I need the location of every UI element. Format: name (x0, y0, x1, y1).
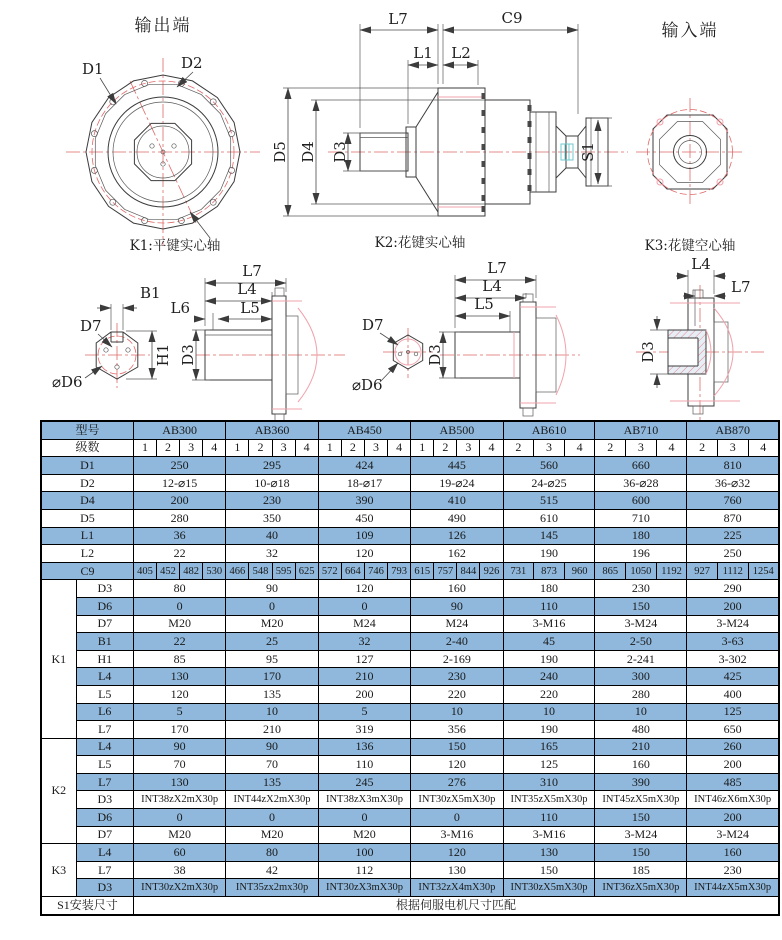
k2-l7-label: L7 (487, 259, 507, 277)
param-label: L7 (76, 721, 133, 739)
param-value: M20 (226, 615, 318, 633)
param-value: 3-M24 (687, 826, 779, 844)
param-value: 664 (341, 562, 364, 580)
param-value: 810 (687, 457, 779, 475)
param-value: 200 (687, 597, 779, 615)
param-value: 356 (411, 721, 503, 739)
param-value: 873 (534, 562, 565, 580)
param-value: 3-M24 (595, 826, 687, 844)
h1-dim-label: H1 (154, 343, 172, 367)
param-value: 290 (687, 580, 779, 598)
stage-number: 2 (595, 439, 626, 457)
stage-number: 1 (411, 439, 434, 457)
param-value: 190 (503, 545, 595, 563)
param-value: 109 (318, 527, 410, 545)
param-value: 240 (503, 668, 595, 686)
param-value: 350 (226, 509, 318, 527)
param-value: 230 (595, 580, 687, 598)
param-value: 3-M24 (595, 615, 687, 633)
param-label: D3 (76, 580, 133, 598)
stage-number: 3 (457, 439, 480, 457)
param-label: L7 (76, 773, 133, 791)
k3-l7-label: L7 (731, 278, 751, 296)
stage-number: 2 (157, 439, 180, 457)
param-value: 245 (318, 773, 410, 791)
param-value: 0 (226, 597, 318, 615)
param-value: 135 (226, 773, 318, 791)
param-value: 220 (503, 685, 595, 703)
param-value: 0 (133, 809, 225, 827)
param-value: INT30zX2mX30p (133, 879, 225, 897)
stage-number: 3 (717, 439, 748, 457)
param-value: 731 (503, 562, 534, 580)
param-label: H1 (76, 650, 133, 668)
param-value: 24-⌀25 (503, 474, 595, 492)
param-value: 625 (295, 562, 318, 580)
param-value: 5 (318, 703, 410, 721)
param-value: M20 (226, 826, 318, 844)
param-value: 170 (133, 721, 225, 739)
param-label: L6 (76, 703, 133, 721)
k3-d3-label: D3 (639, 341, 657, 363)
param-value: 0 (226, 809, 318, 827)
param-value: 125 (687, 703, 779, 721)
param-value: 450 (318, 509, 410, 527)
param-value: 200 (687, 809, 779, 827)
stage-number: 2 (341, 439, 364, 457)
param-value: 490 (411, 509, 503, 527)
param-value: 160 (411, 580, 503, 598)
param-value: 36-⌀32 (687, 474, 779, 492)
param-value: 3-M24 (687, 615, 779, 633)
param-value: 485 (687, 773, 779, 791)
stage-number: 3 (180, 439, 203, 457)
group-label: K3 (41, 844, 76, 897)
param-value: 390 (318, 492, 410, 510)
param-value: M20 (133, 615, 225, 633)
param-value: 150 (595, 809, 687, 827)
param-value: 160 (595, 756, 687, 774)
d4-dim-label: D4 (299, 141, 317, 163)
param-value: 136 (318, 738, 410, 756)
param-value: 530 (203, 562, 226, 580)
k1-l6-label: L6 (170, 299, 190, 317)
param-value: 40 (226, 527, 318, 545)
c9-dim-label: C9 (501, 9, 523, 27)
param-value: INT35zx2mx30p (226, 879, 318, 897)
param-value: 220 (411, 685, 503, 703)
param-value: 38 (133, 861, 225, 879)
param-value: INT44zX2mX30p (226, 791, 318, 809)
param-value: 162 (411, 545, 503, 563)
model-name: AB360 (226, 421, 318, 439)
param-value: 3-M16 (503, 615, 595, 633)
model-name: AB300 (133, 421, 225, 439)
param-value: 0 (133, 597, 225, 615)
param-value: 12-⌀15 (133, 474, 225, 492)
param-value: 70 (226, 756, 318, 774)
param-value: 90 (133, 738, 225, 756)
param-value: 135 (226, 685, 318, 703)
param-value: 3-M16 (503, 826, 595, 844)
param-value: 185 (595, 861, 687, 879)
param-value: 424 (318, 457, 410, 475)
param-value: 127 (318, 650, 410, 668)
stage-number: 3 (364, 439, 387, 457)
param-value: 960 (564, 562, 595, 580)
d3-dim-label: D3 (331, 141, 349, 163)
param-value: 196 (595, 545, 687, 563)
param-value: 200 (687, 756, 779, 774)
model-name: AB610 (503, 421, 595, 439)
k1-l4-label: L4 (237, 280, 257, 298)
param-value: 548 (249, 562, 272, 580)
l1-dim-label: L1 (413, 44, 433, 62)
param-value: 2-241 (595, 650, 687, 668)
param-value: 230 (226, 492, 318, 510)
param-label: D1 (41, 457, 133, 475)
param-value: 295 (226, 457, 318, 475)
param-value: 480 (595, 721, 687, 739)
param-value: 25 (226, 633, 318, 651)
param-value: 2-40 (411, 633, 503, 651)
param-value: 18-⌀17 (318, 474, 410, 492)
param-value: INT44zX5mX30p (687, 879, 779, 897)
param-label: D3 (76, 879, 133, 897)
param-value: 190 (503, 650, 595, 668)
param-value: 660 (595, 457, 687, 475)
model-name: AB710 (595, 421, 687, 439)
b1-dim-label: B1 (140, 284, 161, 302)
param-value: 250 (687, 545, 779, 563)
group-label: K1 (41, 580, 76, 738)
param-value: 180 (503, 580, 595, 598)
param-label: L2 (41, 545, 133, 563)
param-value: 927 (687, 562, 718, 580)
param-value: 110 (503, 597, 595, 615)
param-value: 36 (133, 527, 225, 545)
k1-l7-label: L7 (242, 262, 262, 280)
param-value: 80 (133, 580, 225, 598)
k1-l5-label: L5 (240, 299, 260, 317)
param-value: INT45zX5mX30p (595, 791, 687, 809)
param-value: 844 (457, 562, 480, 580)
model-name: AB500 (411, 421, 503, 439)
stage-header-label: 级数 (41, 439, 133, 457)
param-value: 260 (687, 738, 779, 756)
input-end-title: 输入端 (661, 21, 719, 41)
param-value: 125 (503, 756, 595, 774)
param-value: 22 (133, 633, 225, 651)
param-value: 310 (503, 773, 595, 791)
param-value: INT36zX5mX30p (595, 879, 687, 897)
param-value: 276 (411, 773, 503, 791)
param-value: 3-M16 (411, 826, 503, 844)
param-label: C9 (41, 562, 133, 580)
param-value: 300 (595, 668, 687, 686)
param-value: 757 (434, 562, 457, 580)
param-value: 210 (595, 738, 687, 756)
param-value: INT30zX5mX30p (503, 879, 595, 897)
param-value: 100 (318, 844, 410, 862)
param-value: 926 (480, 562, 503, 580)
param-value: 760 (687, 492, 779, 510)
param-value: 230 (411, 668, 503, 686)
param-value: 80 (226, 844, 318, 862)
param-value: 650 (687, 721, 779, 739)
param-value: 452 (157, 562, 180, 580)
param-value: 150 (595, 597, 687, 615)
param-value: 482 (180, 562, 203, 580)
param-value: 793 (388, 562, 411, 580)
param-value: M24 (318, 615, 410, 633)
param-value: 32 (318, 633, 410, 651)
param-value: 85 (133, 650, 225, 668)
param-value: 3-63 (687, 633, 779, 651)
param-value: 0 (411, 809, 503, 827)
d2-label: D2 (181, 54, 203, 72)
param-value: 425 (687, 668, 779, 686)
group-label: K2 (41, 738, 76, 844)
stage-number: 2 (249, 439, 272, 457)
param-value: 865 (595, 562, 626, 580)
l7-dim-label: L7 (388, 10, 408, 28)
d5-dim-label: D5 (271, 141, 289, 163)
param-value: 5 (133, 703, 225, 721)
param-value: 112 (318, 861, 410, 879)
param-value: M20 (133, 826, 225, 844)
param-label: D5 (41, 509, 133, 527)
param-value: 165 (503, 738, 595, 756)
param-label: D7 (76, 826, 133, 844)
stage-number: 4 (295, 439, 318, 457)
param-label: L4 (76, 668, 133, 686)
param-label: D3 (76, 791, 133, 809)
param-value: 70 (133, 756, 225, 774)
param-value: 319 (318, 721, 410, 739)
param-value: 126 (411, 527, 503, 545)
spec-table-wrap (40, 420, 781, 916)
stage-number: 1 (226, 439, 249, 457)
param-value: 10 (595, 703, 687, 721)
stage-number: 4 (656, 439, 687, 457)
param-value: 120 (411, 756, 503, 774)
param-value: INT30zX3mX30p (318, 879, 410, 897)
param-value: 120 (318, 545, 410, 563)
param-value: 45 (503, 633, 595, 651)
param-value: 515 (503, 492, 595, 510)
param-label: L5 (76, 756, 133, 774)
model-name: AB870 (687, 421, 779, 439)
param-value: 230 (687, 861, 779, 879)
param-label: L7 (76, 861, 133, 879)
param-value: 200 (133, 492, 225, 510)
param-value: INT30zX5mX30p (411, 791, 503, 809)
param-value: 746 (364, 562, 387, 580)
d6-k2-label: ⌀D6 (352, 376, 383, 394)
k2-shaft-detail (352, 259, 580, 416)
param-value: 250 (133, 457, 225, 475)
param-value: 1112 (717, 562, 748, 580)
param-value: 610 (503, 509, 595, 527)
k2-caption: K2:花键实心轴 (374, 235, 466, 251)
stage-number: 2 (503, 439, 534, 457)
param-label: L5 (76, 685, 133, 703)
spec-table (40, 420, 780, 916)
l2-dim-label: L2 (451, 44, 471, 62)
param-value: INT38zX2mX30p (133, 791, 225, 809)
param-value: 1254 (748, 562, 779, 580)
param-value: 10-⌀18 (226, 474, 318, 492)
k1-shaft-detail (52, 262, 345, 420)
stage-number: 1 (318, 439, 341, 457)
param-value: 150 (595, 844, 687, 862)
param-value: 600 (595, 492, 687, 510)
param-value: 615 (411, 562, 434, 580)
k3-shaft-detail (636, 255, 764, 420)
input-end-view (636, 21, 744, 254)
param-value: 400 (687, 685, 779, 703)
param-value: 36-⌀28 (595, 474, 687, 492)
param-value: 280 (595, 685, 687, 703)
param-value: 19-⌀24 (411, 474, 503, 492)
param-value: 2-169 (411, 650, 503, 668)
param-label: L4 (76, 738, 133, 756)
param-value: M20 (318, 826, 410, 844)
param-value: 110 (503, 809, 595, 827)
param-label: D2 (41, 474, 133, 492)
param-value: 130 (503, 844, 595, 862)
param-value: 405 (133, 562, 156, 580)
d7-k2-label: D7 (362, 316, 384, 334)
param-label: D6 (76, 809, 133, 827)
param-value: 90 (226, 738, 318, 756)
param-value: 445 (411, 457, 503, 475)
param-value: 95 (226, 650, 318, 668)
output-end-view (66, 16, 260, 254)
param-value: 870 (687, 509, 779, 527)
param-value: 110 (318, 756, 410, 774)
stage-number: 3 (272, 439, 295, 457)
stage-number: 4 (564, 439, 595, 457)
param-value: 42 (226, 861, 318, 879)
param-value: 22 (133, 545, 225, 563)
k1-caption: K1:平键实心轴 (129, 238, 221, 254)
param-value: 120 (133, 685, 225, 703)
param-value: 10 (503, 703, 595, 721)
k3-caption: K3:花键空心轴 (644, 238, 736, 254)
param-label: L4 (76, 844, 133, 862)
param-value: INT38zX3mX30p (318, 791, 410, 809)
param-value: 560 (503, 457, 595, 475)
param-value: 130 (411, 861, 503, 879)
stage-number: 2 (434, 439, 457, 457)
d6-k1-label: ⌀D6 (52, 373, 83, 391)
param-value: M24 (411, 615, 503, 633)
k2-l4-label: L4 (482, 277, 502, 295)
param-value: INT32zX4mX30p (411, 879, 503, 897)
stage-number: 4 (388, 439, 411, 457)
stage-number: 4 (748, 439, 779, 457)
param-value: 225 (687, 527, 779, 545)
stage-number: 1 (133, 439, 156, 457)
param-label: D6 (76, 597, 133, 615)
param-value: 150 (411, 738, 503, 756)
param-value: 190 (503, 721, 595, 739)
stage-number: 3 (534, 439, 565, 457)
param-value: 170 (226, 668, 318, 686)
param-value: INT35zX5mX30p (503, 791, 595, 809)
param-value: 130 (133, 668, 225, 686)
param-value: 2-50 (595, 633, 687, 651)
k3-l4-label: L4 (691, 255, 711, 273)
s1-dim-label: S1 (579, 142, 597, 162)
param-value: 0 (318, 809, 410, 827)
param-value: 145 (503, 527, 595, 545)
param-value: 280 (133, 509, 225, 527)
param-value: 160 (687, 844, 779, 862)
param-label: D7 (76, 615, 133, 633)
param-value: 1192 (656, 562, 687, 580)
output-end-title: 输出端 (134, 16, 192, 36)
param-value: 210 (318, 668, 410, 686)
k1-d3-label: D3 (179, 344, 197, 366)
d7-k1-label: D7 (80, 317, 102, 335)
param-value: 150 (503, 861, 595, 879)
param-value: 0 (318, 597, 410, 615)
param-value: 3-302 (687, 650, 779, 668)
param-value: 60 (133, 844, 225, 862)
stage-number: 4 (203, 439, 226, 457)
param-label: L1 (41, 527, 133, 545)
stage-number: 4 (480, 439, 503, 457)
param-value: 210 (226, 721, 318, 739)
param-value: 572 (318, 562, 341, 580)
param-value: 466 (226, 562, 249, 580)
param-value: 710 (595, 509, 687, 527)
technical-drawings (0, 0, 782, 420)
param-value: 595 (272, 562, 295, 580)
param-value: 10 (226, 703, 318, 721)
param-label: D4 (41, 492, 133, 510)
model-name: AB450 (318, 421, 410, 439)
param-label: B1 (76, 633, 133, 651)
param-value: 180 (595, 527, 687, 545)
param-value: 90 (411, 597, 503, 615)
param-value: 130 (133, 773, 225, 791)
k2-l5-label: L5 (474, 295, 494, 313)
d1-label: D1 (82, 60, 104, 78)
stage-number: 2 (687, 439, 718, 457)
param-value: 10 (411, 703, 503, 721)
param-value: 120 (411, 844, 503, 862)
param-value: 120 (318, 580, 410, 598)
param-value: INT46zX6mX30p (687, 791, 779, 809)
param-value: 32 (226, 545, 318, 563)
gearbox-side-view (271, 9, 628, 251)
param-value: 200 (318, 685, 410, 703)
param-value: 90 (226, 580, 318, 598)
s1-footer-label: S1安装尺寸 (41, 897, 133, 915)
s1-footer-value: 根据伺服电机尺寸匹配 (133, 897, 779, 915)
param-value: 390 (595, 773, 687, 791)
param-value: 1050 (626, 562, 657, 580)
param-value: 410 (411, 492, 503, 510)
model-header-label: 型号 (41, 421, 133, 439)
k2-d3-label: D3 (426, 344, 444, 366)
stage-number: 3 (626, 439, 657, 457)
